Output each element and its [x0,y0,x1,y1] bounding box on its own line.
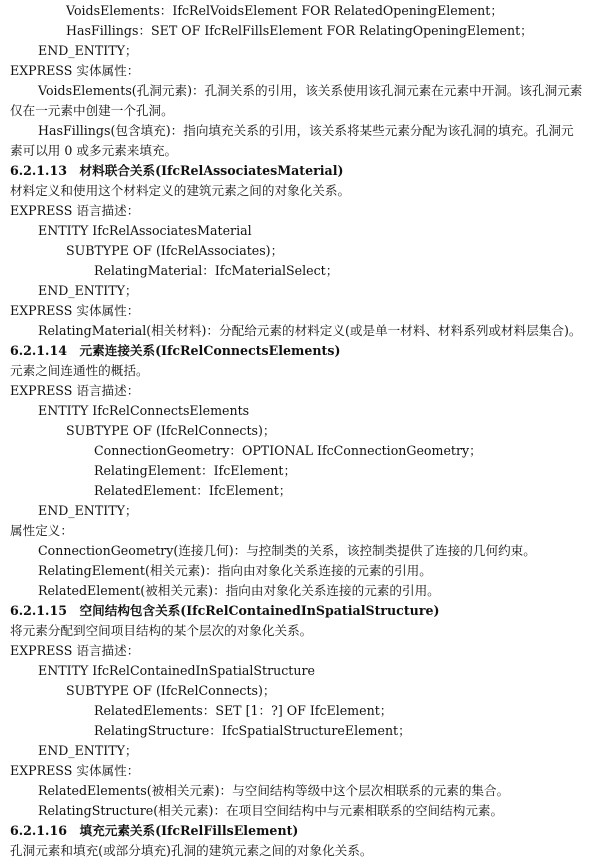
section-heading: 6.2.1.13 材料联合关系(IfcRelAssociatesMaterial) [10,163,344,178]
text-line: EXPRESS 语言描述： [10,643,140,658]
text-line: RelatedElement(被相关元素)：指向由对象化关系连接的元素的引用。 [38,583,440,598]
text-line: EXPRESS 实体属性： [10,63,140,78]
text-line: ENTITY IfcRelConnectsElements [38,403,250,418]
text-line: ENTITY IfcRelContainedInSpatialStructure [38,663,315,678]
text-line: 属性定义： [10,523,73,538]
text-line: RelatingMaterial：IfcMaterialSelect； [94,263,339,278]
text-line: 材料定义和使用这个材料定义的建筑元素之间的对象化关系。 [10,183,351,198]
text-line: RelatedElements：SET [1：?] OF IfcElement； [94,703,393,718]
text-line: ConnectionGeometry(连接几何)：与控制类的关系，该控制类提供了连接的几何约束。 [38,543,536,558]
text-line: 将元素分配到空间项目结构的某个层次的对象化关系。 [10,623,313,638]
text-line: VoidsElements(孔洞元素)：孔洞关系的引用，该关系使用该孔洞元素在元素中开洞。该孔洞元素 [38,83,583,98]
text-line: ENTITY IfcRelAssociatesMaterial [38,223,252,238]
section-heading: 6.2.1.14 元素连接关系(IfcRelConnectsElements) [10,343,341,358]
text-line: HasFillings：SET OF IfcRelFillsElement FOR RelatingOpeningElement； [66,23,533,38]
text-line: EXPRESS 实体属性： [10,303,140,318]
section-heading: 6.2.1.15 空间结构包含关系(IfcRelContainedInSpatialStructure) [10,603,440,618]
text-line: RelatingStructure(相关元素)：在项目空间结构中与元素相联系的空间结构元素。 [38,803,504,818]
text-line: VoidsElements：IfcRelVoidsElement FOR RelatedOpeningElement； [66,3,503,18]
text-line: ConnectionGeometry：OPTIONAL IfcConnectionGeometry； [94,443,482,458]
text-line: END_ENTITY； [38,283,138,298]
section-heading: 6.2.1.16 填充元素关系(IfcRelFillsElement) [10,823,299,838]
text-line: SUBTYPE OF (IfcRelConnects)； [66,423,276,438]
text-line: END_ENTITY； [38,503,138,518]
text-line: 仅在一元素中创建一个孔洞。 [10,103,174,118]
text-line: END_ENTITY； [38,743,138,758]
text-line: END_ENTITY； [38,43,138,58]
text-line: SUBTYPE OF (IfcRelAssociates)； [66,243,284,258]
text-line: EXPRESS 实体属性： [10,763,140,778]
text-line: RelatedElement：IfcElement； [94,483,292,498]
text-line: EXPRESS 语言描述： [10,203,140,218]
text-line: SUBTYPE OF (IfcRelConnects)； [66,683,276,698]
text-line: 素可以用 0 或多元素来填充。 [10,143,178,158]
text-line: RelatingElement(相关元素)：指向由对象化关系连接的元素的引用。 [38,563,432,578]
text-line: 孔洞元素和填充(或部分填充)孔洞的建筑元素之间的对象化关系。 [10,843,373,858]
text-line: RelatingStructure：IfcSpatialStructureElement； [94,723,411,738]
text-line: HasFillings(包含填充)：指向填充关系的引用，该关系将某些元素分配为该孔洞的填充。孔洞元 [38,123,574,138]
text-line: 元素之间连通性的概括。 [10,363,149,378]
text-line: RelatingElement：IfcElement； [94,463,297,478]
text-line: EXPRESS 语言描述： [10,383,140,398]
text-line: RelatedElements(被相关元素)：与空间结构等级中这个层次相联系的元素的集合。 [38,783,510,798]
text-line: RelatingMaterial(相关材料)：分配给元素的材料定义(或是单一材料、材料系列或材料层集合)。 [38,323,582,338]
